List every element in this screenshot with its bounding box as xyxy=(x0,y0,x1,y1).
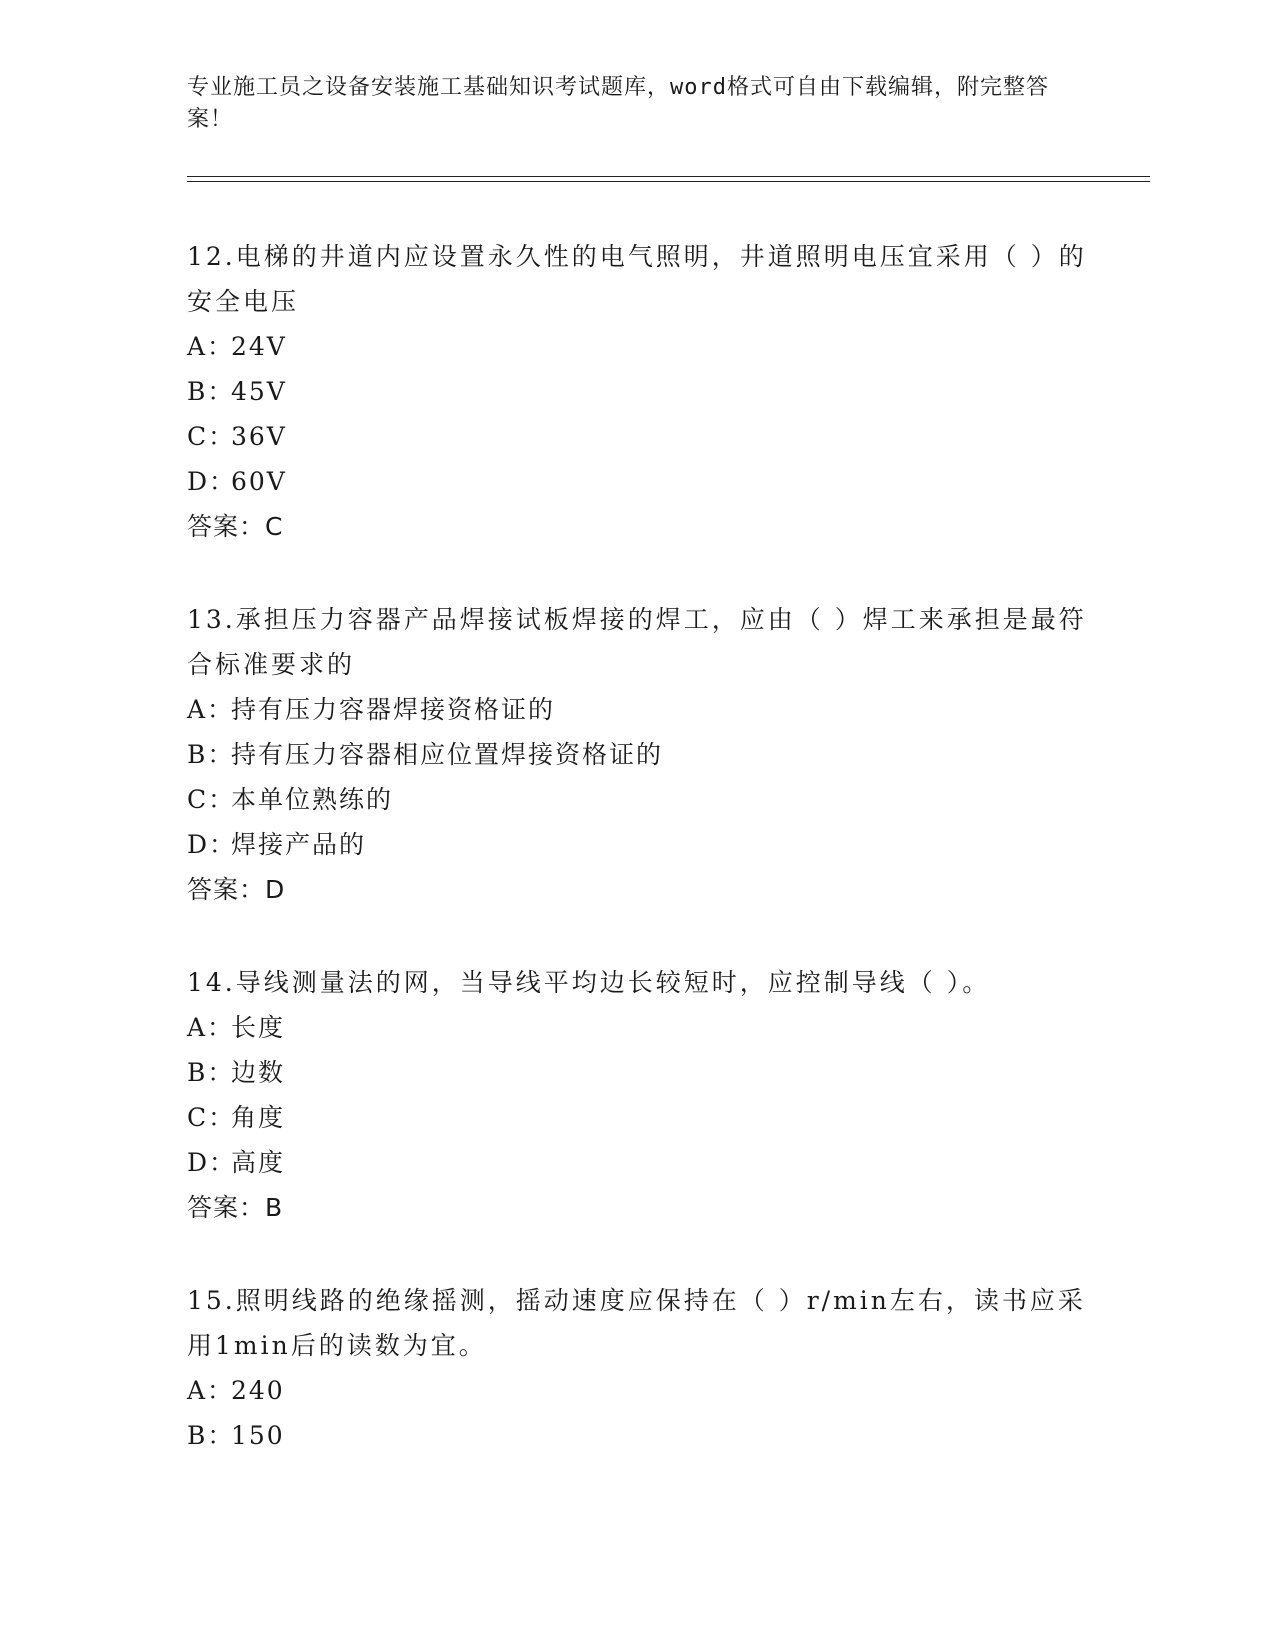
option-key: A： xyxy=(187,1376,235,1405)
option-key: B： xyxy=(187,1058,235,1087)
answer-line: 答案：C xyxy=(187,512,284,541)
option-c xyxy=(187,414,1087,459)
option-d xyxy=(187,1140,1087,1185)
option-a xyxy=(187,324,1087,369)
option-value: 高度 xyxy=(231,1148,286,1177)
option-value: 24V xyxy=(231,332,287,361)
option-value: 60V xyxy=(231,467,287,496)
option-value: 持有压力容器相应位置焊接资格证的 xyxy=(231,740,664,769)
option-key: A： xyxy=(187,1013,235,1042)
question-text: 15.照明线路的绝缘摇测，摇动速度应保持在（ ）r/min左右，读书应采用1min后的读数为宜。 xyxy=(187,1286,1086,1360)
question-14 xyxy=(187,960,1087,1230)
option-value: 长度 xyxy=(231,1013,286,1042)
option-key: D： xyxy=(187,467,237,496)
option-value: 焊接产品的 xyxy=(231,830,367,859)
option-key: B： xyxy=(187,740,235,769)
option-a xyxy=(187,1005,1087,1050)
document-header: 专业施工员之设备安装施工基础知识考试题库，word格式可自由下载编辑，附完整答案！ xyxy=(187,75,1049,132)
option-key: C： xyxy=(187,422,236,451)
option-value: 持有压力容器焊接资格证的 xyxy=(231,695,556,724)
option-key: B： xyxy=(187,377,235,406)
option-value: 本单位熟练的 xyxy=(231,785,394,814)
question-12 xyxy=(187,234,1087,549)
option-a xyxy=(187,1368,1087,1413)
option-d xyxy=(187,822,1087,867)
question-text: 14.导线测量法的网，当导线平均边长较短时，应控制导线（ ）。 xyxy=(187,968,991,997)
option-value: 36V xyxy=(231,422,287,451)
question-text: 12.电梯的井道内应设置永久性的电气照明，井道照明电压宜采用（ ）的安全电压 xyxy=(187,242,1087,316)
answer-line: 答案：D xyxy=(187,875,286,904)
option-value: 45V xyxy=(231,377,287,406)
option-key: D： xyxy=(187,830,237,859)
option-key: A： xyxy=(187,695,235,724)
question-15 xyxy=(187,1278,1087,1458)
option-b xyxy=(187,1050,1087,1095)
option-value: 240 xyxy=(231,1376,285,1405)
option-value: 角度 xyxy=(231,1103,286,1132)
question-list xyxy=(187,234,1087,1506)
option-value: 边数 xyxy=(231,1058,286,1087)
question-text: 13.承担压力容器产品焊接试板焊接的焊工，应由（ ）焊工来承担是最符合标准要求的 xyxy=(187,605,1087,679)
header-divider xyxy=(187,176,1150,182)
option-b xyxy=(187,369,1087,414)
option-value: 150 xyxy=(231,1421,285,1450)
option-c xyxy=(187,1095,1087,1140)
option-key: B： xyxy=(187,1421,235,1450)
option-key: C： xyxy=(187,1103,236,1132)
answer-line: 答案：B xyxy=(187,1193,284,1222)
question-13 xyxy=(187,597,1087,912)
option-a xyxy=(187,687,1087,732)
option-d xyxy=(187,459,1087,504)
option-key: D： xyxy=(187,1148,237,1177)
option-key: C： xyxy=(187,785,236,814)
option-b xyxy=(187,1413,1087,1458)
option-key: A： xyxy=(187,332,235,361)
option-b xyxy=(187,732,1087,777)
option-c xyxy=(187,777,1087,822)
